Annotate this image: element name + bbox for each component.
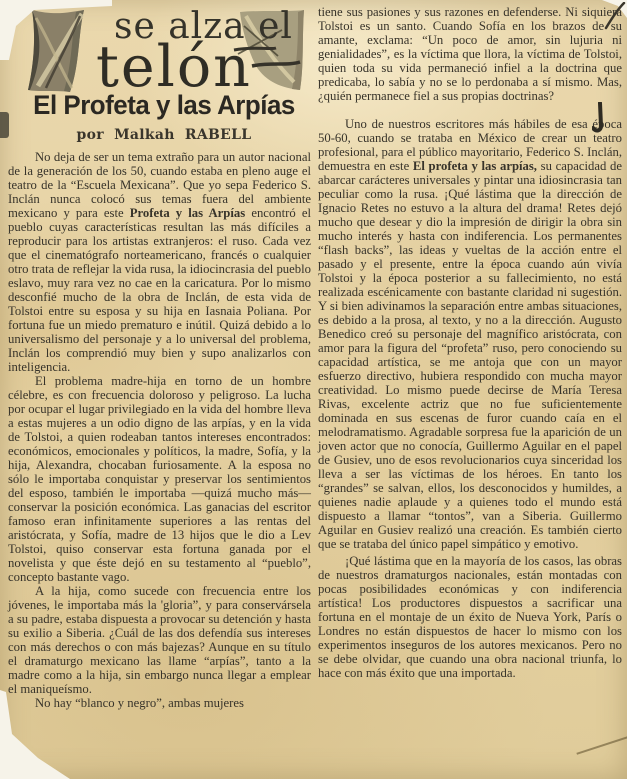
article-paragraph: ¡Qué lástima que en la mayoría de los casos, las obras de nuestros dramaturgos nacionales, están montadas con pocas posibilidades económicas y con indiferencia artística! Los productores dispuestos a sacrificar una fortuna en el montaje de un éxito de Nueva York, París o Londres no están dispuestos de hacer lo mismo con los experimentos inseguros de los autores mexicanos. Pero no se debe olvidar, que cuando una obra nacional triunfa, lo hace con más éxito que una importada.	[318, 554, 622, 680]
column-right	[318, 5, 622, 777]
masthead	[10, 4, 312, 100]
article-paragraph: No hay “blanco y negro”, ambas mujeres	[35, 696, 244, 710]
article-paragraph: No deja de ser un tema extraño para un autor nacional de la generación de los 50, cuando estaba en pleno auge el teatro de la “Escuela Mexicana”. Que yo sepa Federico S. Inclán nunca colocó sus temas fuera del ambiente mexicano y para este Profeta y las Arpías encontró el pueblo cuyas características resultan las más difíciles a reproducir para los artistas extranjeros: el ruso. Cada vez que el cinematógrafo norteamericano, francés o cualquier otro trata de reflejar la vida rusa, la idiocincrasia del pueblo eslavo, muy rara vez no cae en la caricatura. Por lo mismo desconfié mucho de la obra de Inclán, de esta vida de Tolstoi entre su esposa y su hija en Iasnaia Poliana. Por fortuna fue un miedo prematuro e inútil. Quizá debido a lo universalismo del personaje y a lo universal del problema, Inclán los comprendió muy bien y supo analizarlos con inteligencia.	[8, 150, 311, 374]
column-left	[8, 150, 311, 779]
article-paragraph: tiene sus pasiones y sus razones en defenderse. Ni siquiera Tolstoi es un santo. Cuando Sofía en los brazos de su amante, exclama: “Un poco de amor, sin lujuria ni genialidades”, es la víctima que llora, la víctima de Tolstoi, quien toda su vida permaneció infiel a la doctrina que predicaba, lo sabía y no se lo perdonaba a sí mismo. Mas, ¿quién permanece fiel a sus propias doctrinas?	[318, 5, 622, 103]
masthead-line1: se alza el	[114, 6, 293, 47]
article-paragraph: Uno de nuestros escritores más hábiles de esa época 50-60, cuando se trataba en México de crear un teatro profesional, para el público mayoritario, Federico S. Inclán, demuestra en este El profeta y las arpías, su capacidad de abarcar carácteres universales y pintar una idiosincrasia tan peculiar como la rusa. ¡Qué lástima que la dirección de Ignacio Retes no estuvo a la altura del drama! Retes dejó mucho que desear y dio la impresión de dirigir la obra sin mucho interés y hasta con indiferencia. Los permanentes “flash backs”, las ideas y vueltas de la acción entre el pasado y el presente, entre la época cuando aún vivía Tolstoi y la época posterior a su fallecimiento, no está realizada escénicamente con bastante claridad ni sugestión. Y si bien adivinamos la separación entre ambas situaciones, es debido a la prosa, al texto, y no a la dirección. Augusto Benedico creó su personaje del magnífico aristócrata, con amor para la figura del “profeta” ruso, pero conociendo su capacidad artística, se me antoja que con un mayor esfuerzo directivo, hubiera respondido con mucha mayor creatividad. Lo mismo puede decirse de María Teresa Rivas, excelente actriz que no fue suficientemente dominada en sus escenas de furor cuando caía en el melodramatismo. Agradable sorpresa fue la aparición de un joven actor que no conocía, Guillermo Aguilar en el papel de Gusiev, uno de esos revolucionarios cuya sinceridad los lleva a ser las víctimas de los héroes. En tanto los “grandes” se salvan, ellos, los desconocidos y humildes, a quienes nadie aplaude y a quienes todo el mundo está dispuesto a llamar “tontos”, van a Siberia. Guillermo Aguilar en Gusiev realizó una creación. Es también cierto que se trataba del único papel simpático y emotivo.	[318, 117, 622, 551]
article-title: El Profeta y las Arpías	[33, 90, 295, 120]
article-paragraph: El problema madre-hija en torno de un hombre célebre, es con frecuencia doloroso y peligroso. La lucha por ocupar el lugar privilegiado en la vida del hombre lleva a estas mujeres a un odio digno de las arpías, y en la vida de Tolstoi, a quien rodeaban tantos intereses encontrados: económicos, emocionales y políticos, la madre, Sofía, y la hija, Alexandra, chocaban furiosamente. A la esposa no sólo le importaba conquistar y preservar los sentimientos del esposo, también le importaba —quizá mucho más— conservar la posición económica. Las ganacias del escritor famoso eran infinitamente superiores a las rentas del aristócrata, y Sofía, madre de 13 hijos que le dio a Lev Tolstoi, quiso conservar esta fortuna ganada por el novelista y que éste dejó en su testamento al “pueblo”, concepto bastante vago.	[8, 374, 311, 584]
left-edge-fragment	[0, 112, 9, 138]
ink-mark-right-column-icon	[592, 102, 606, 134]
pen-mark-top-right-icon	[604, 2, 626, 30]
masthead-line2: telón	[96, 34, 252, 100]
article-paragraph: A la hija, como sucede con frecuencia entre los jóvenes, le importaba más la 'gloria”, y para conservársela a su padre, estaba dispuesta a provocar su detención y hasta su exilio a Siberia. ¿Cuál de las dos defendía sus intereses con más derechos o con más bajezas? Aunque en su título el dramaturgo mexicano las llame “arpías”, tanto a la madre como a la hija, sin embargo nunca llegar a emplear el maniqueísmo.	[8, 584, 311, 696]
article-byline: por Malkah RABELL	[76, 127, 252, 143]
